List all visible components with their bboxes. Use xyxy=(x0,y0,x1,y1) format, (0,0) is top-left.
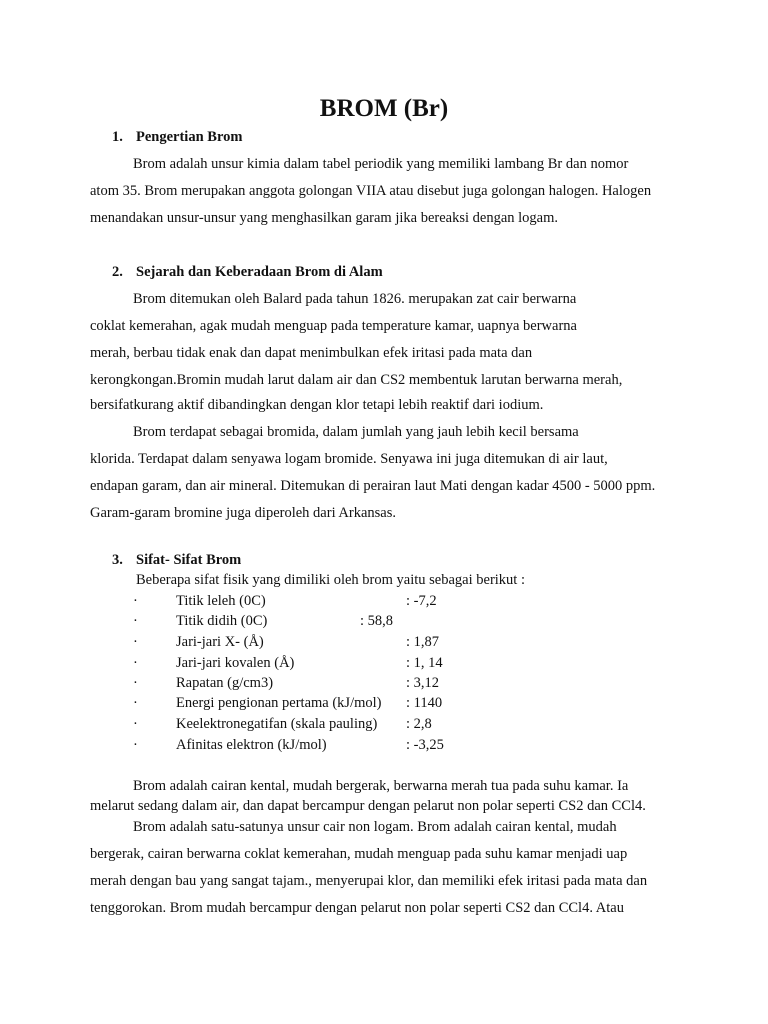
section-3-para-line-2: melarut sedang dalam air, dan dapat bercampur dengan pelarut non polar seperti CS2 dan CCl4. xyxy=(90,798,646,814)
property-name: Rapatan (g/cm3) xyxy=(176,675,274,691)
section-2-line-6: Brom terdapat sebagai bromida, dalam jumlah yang jauh lebih kecil bersama xyxy=(133,424,579,440)
bullet: · xyxy=(133,593,138,609)
property-row xyxy=(0,674,768,692)
section-2-line-7: klorida. Terdapat dalam senyawa logam bromide. Senyawa ini juga ditemukan di air laut, xyxy=(90,451,608,467)
bullet: · xyxy=(133,737,138,753)
section-3-number: 3. xyxy=(112,552,123,568)
section-1-heading xyxy=(112,128,242,146)
section-3-para-line-1: Brom adalah cairan kental, mudah bergerak, berwarna merah tua pada suhu kamar. Ia xyxy=(133,778,629,794)
property-name: Titik leleh (0C) xyxy=(176,593,266,609)
bullet: · xyxy=(133,675,138,691)
section-1-line-2: atom 35. Brom merupakan anggota golongan VIIA atau disebut juga golongan halogen. Halogen xyxy=(90,183,652,199)
section-2-heading xyxy=(112,263,383,281)
property-value: : 58,8 xyxy=(360,613,394,629)
property-name: Titik didih (0C) xyxy=(176,613,268,629)
bullet: · xyxy=(133,655,138,671)
property-value: : -3,25 xyxy=(406,737,444,753)
bullet: · xyxy=(133,634,138,650)
property-name: Energi pengionan pertama (kJ/mol) xyxy=(176,695,382,711)
section-3-intro: Beberapa sifat fisik yang dimiliki oleh brom yaitu sebagai berikut : xyxy=(136,572,525,588)
section-3-para-line-5: merah dengan bau yang sangat tajam., menyerupai klor, dan memiliki efek iritasi pada mata dan xyxy=(90,873,648,889)
section-2-line-3: merah, berbau tidak enak dan dapat menimbulkan efek iritasi pada mata dan xyxy=(90,345,533,361)
section-2-line-4: kerongkongan.Bromin mudah larut dalam air dan CS2 membentuk larutan berwarna merah, xyxy=(90,372,623,388)
property-row xyxy=(0,592,768,610)
section-3-para-line-3: Brom adalah satu-satunya unsur cair non logam. Brom adalah cairan kental, mudah xyxy=(133,819,617,835)
property-row xyxy=(0,654,768,672)
property-row xyxy=(0,715,768,733)
property-value: : 1,87 xyxy=(406,634,440,650)
section-3-para-line-6: tenggorokan. Brom mudah bercampur dengan pelarut non polar seperti CS2 dan CCl4. Atau xyxy=(90,900,624,916)
section-2-line-1: Brom ditemukan oleh Balard pada tahun 1826. merupakan zat cair berwarna xyxy=(133,291,577,307)
bullet: · xyxy=(133,613,138,629)
section-3-heading xyxy=(112,551,241,569)
bullet: · xyxy=(133,695,138,711)
section-2-line-8: endapan garam, dan air mineral. Ditemukan di perairan laut Mati dengan kadar 4500 - 5000 ppm. xyxy=(90,478,656,494)
section-2-line-5: bersifatkurang aktif dibandingkan dengan klor tetapi lebih reaktif dari iodium. xyxy=(90,397,544,413)
property-name: Keelektronegatifan (skala pauling) xyxy=(176,716,378,732)
section-2-title: Sejarah dan Keberadaan Brom di Alam xyxy=(136,264,383,280)
property-row xyxy=(0,694,768,712)
property-row xyxy=(0,736,768,754)
property-value: : 1140 xyxy=(406,695,443,711)
property-value: : 1, 14 xyxy=(406,655,443,671)
property-value: : -7,2 xyxy=(406,593,437,609)
property-row xyxy=(0,612,768,630)
property-row xyxy=(0,633,768,651)
section-3-para-line-4: bergerak, cairan berwarna coklat kemerahan, mudah menguap pada suhu kamar menjadi uap xyxy=(90,846,628,862)
document-title: BROM (Br) xyxy=(319,95,449,122)
section-1-line-1: Brom adalah unsur kimia dalam tabel periodik yang memiliki lambang Br dan nomor xyxy=(133,156,629,172)
property-name: Jari-jari X- (Å) xyxy=(176,634,264,650)
property-name: Jari-jari kovalen (Å) xyxy=(176,655,295,671)
section-1-title: Pengertian Brom xyxy=(136,129,243,145)
property-value: : 3,12 xyxy=(406,675,440,691)
bullet: · xyxy=(133,716,138,732)
section-3-title: Sifat- Sifat Brom xyxy=(136,552,242,568)
property-value: : 2,8 xyxy=(406,716,432,732)
section-2-number: 2. xyxy=(112,264,123,280)
section-1-number: 1. xyxy=(112,129,123,145)
section-2-line-9: Garam-garam bromine juga diperoleh dari Arkansas. xyxy=(90,505,397,521)
section-1-line-3: menandakan unsur-unsur yang menghasilkan garam jika bereaksi dengan logam. xyxy=(90,210,558,226)
section-2-line-2: coklat kemerahan, agak mudah menguap pada temperature kamar, uapnya berwarna xyxy=(90,318,577,334)
property-name: Afinitas elektron (kJ/mol) xyxy=(176,737,327,753)
